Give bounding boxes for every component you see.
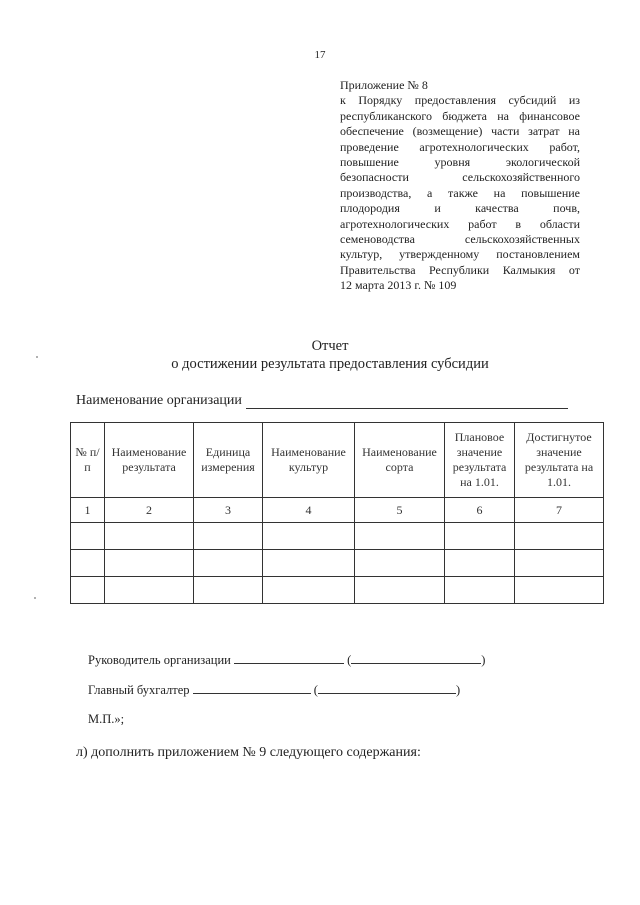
table-cell <box>105 550 194 577</box>
table-cell <box>71 523 105 550</box>
scan-speck <box>36 356 38 358</box>
appendix-line: обеспечение (возмещение) части затрат на <box>340 124 580 139</box>
accountant-signature-line <box>88 682 460 698</box>
header-cell-crop-name: Наименование культур <box>263 423 355 498</box>
table-cell <box>445 550 515 577</box>
close-paren: ) <box>481 653 486 667</box>
appendix-block <box>340 78 580 294</box>
table-cell <box>515 550 604 577</box>
header-cell-variety-name: Наименование сорта <box>355 423 445 498</box>
column-number-cell: 7 <box>515 498 604 523</box>
table-row <box>71 577 604 604</box>
table-cell <box>263 577 355 604</box>
scan-speck <box>34 597 36 599</box>
table-row <box>71 550 604 577</box>
header-cell-planned-value: Плановое значение результата на 1.01. <box>445 423 515 498</box>
report-title: Отчет <box>311 338 349 354</box>
results-table <box>70 422 604 604</box>
page-number: 17 <box>314 49 326 61</box>
table-cell <box>445 523 515 550</box>
header-cell-number: № п/п <box>71 423 105 498</box>
appendix-line: к Порядку предоставления субсидий из <box>340 93 580 108</box>
table-cell <box>71 577 105 604</box>
appendix-line: проведение агротехнологических работ, <box>340 139 580 154</box>
open-paren: ( <box>313 683 318 697</box>
table-cell <box>105 523 194 550</box>
appendix-line: культур, утвержденному постановлением <box>340 247 580 262</box>
table-cell <box>515 577 604 604</box>
appendix-line: семеноводства сельскохозяйственных <box>340 232 580 247</box>
table-cell <box>355 577 445 604</box>
table-cell <box>194 577 263 604</box>
table-cell <box>355 550 445 577</box>
column-number-cell: 6 <box>445 498 515 523</box>
head-signature-line <box>88 652 485 668</box>
head-signature-blank <box>234 652 344 664</box>
table-cell <box>194 523 263 550</box>
header-cell-unit: Единица измерения <box>194 423 263 498</box>
column-number-cell: 4 <box>263 498 355 523</box>
close-paren: ) <box>455 683 461 697</box>
table-cell <box>445 577 515 604</box>
appendix-line: повышение уровня экологической <box>340 155 580 170</box>
table-cell <box>263 523 355 550</box>
organization-line <box>76 393 568 409</box>
table-cell <box>263 550 355 577</box>
appendix-title: Приложение № 8 <box>340 78 428 92</box>
column-number-cell: 1 <box>71 498 105 523</box>
table-cell <box>105 577 194 604</box>
appendix-line: агротехнологических работ в области <box>340 216 580 231</box>
table-cell <box>71 550 105 577</box>
table-row <box>71 523 604 550</box>
table-header-row <box>71 423 604 498</box>
amendment-text: л) дополнить приложением № 9 следующего содержания: <box>76 745 421 760</box>
table-cell <box>355 523 445 550</box>
table-cell <box>515 523 604 550</box>
appendix-line: Правительства Республики Калмыкия от <box>340 262 580 277</box>
accountant-name-blank <box>318 682 456 694</box>
accountant-signature-label: Главный бухгалтер <box>88 683 190 697</box>
appendix-line: производства, а также на повышение <box>340 185 580 200</box>
appendix-line: плодородия и качества почв, <box>340 201 580 216</box>
report-subtitle: о достижении результата предоставления субсидии <box>171 356 489 372</box>
header-cell-achieved-value: Достигнутое значение результата на 1.01. <box>515 423 604 498</box>
column-number-row <box>71 498 604 523</box>
head-name-blank <box>351 652 481 664</box>
column-number-cell: 5 <box>355 498 445 523</box>
column-number-cell: 3 <box>194 498 263 523</box>
organization-blank-line <box>246 395 568 409</box>
open-paren: ( <box>347 653 352 667</box>
header-cell-result-name: Наименование результата <box>105 423 194 498</box>
column-number-cell: 2 <box>105 498 194 523</box>
appendix-line: безопасности сельскохозяйственного <box>340 170 580 185</box>
accountant-signature-blank <box>193 682 311 694</box>
table-cell <box>194 550 263 577</box>
appendix-line: республиканского бюджета на финансовое <box>340 108 580 123</box>
report-heading <box>0 337 640 373</box>
appendix-line: 12 марта 2013 г. № 109 <box>340 278 457 293</box>
organization-label: Наименование организации <box>76 393 242 408</box>
head-signature-label: Руководитель организации <box>88 653 231 667</box>
stamp-place: М.П.»; <box>88 712 125 726</box>
